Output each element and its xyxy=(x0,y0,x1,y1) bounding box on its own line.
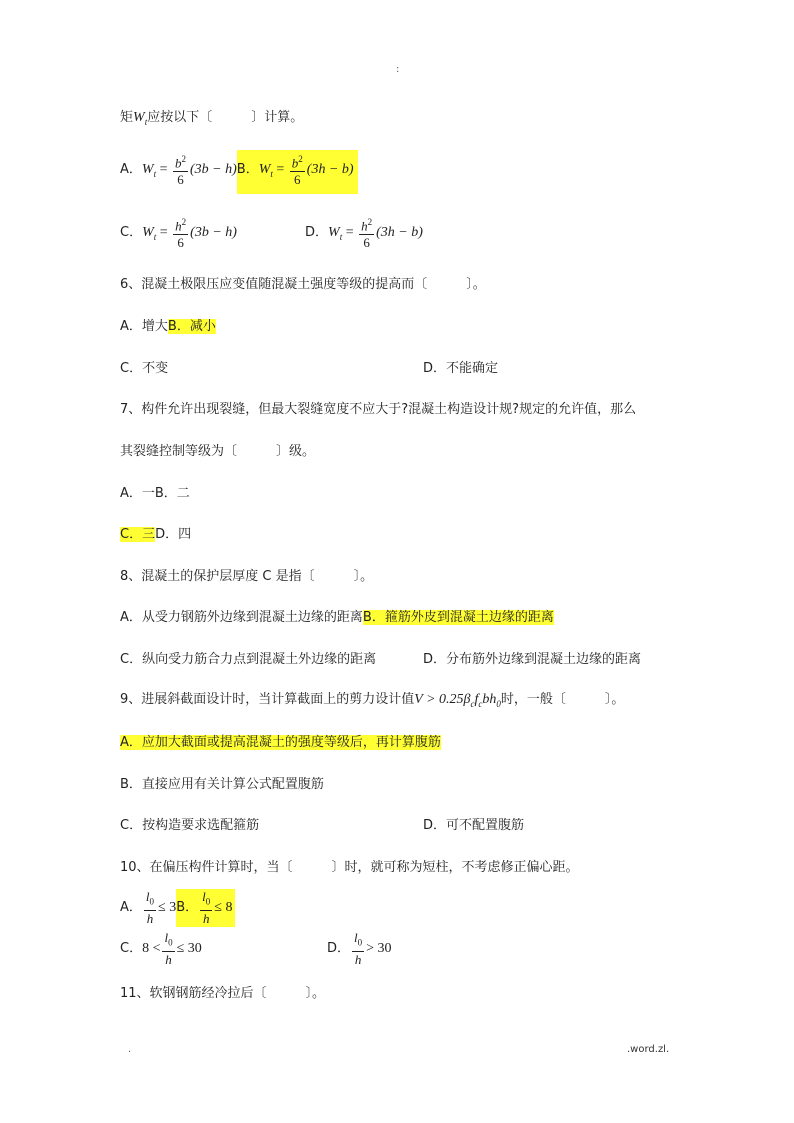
q8-options-ab xyxy=(120,609,554,627)
header-mark: : xyxy=(396,64,400,75)
q10-option-a: A． $\frac{l_0}{h}$ ≤ 3 xyxy=(120,889,177,926)
q9-option-d: D．可不配置腹筋 xyxy=(423,818,525,833)
q8-option-c: C．纵向受力筋合力点到混凝土外边缘的距离 xyxy=(120,652,377,667)
q5-options-ab xyxy=(120,150,358,194)
q10-option-d: D． $\frac{l_0}{h}$ > 30 xyxy=(327,930,392,967)
q7-question-line2: 其裂缝控制等级为〔 〕级。 xyxy=(120,444,316,459)
q8-question: 8、混凝土的保护层厚度 C 是指〔 〕。 xyxy=(120,569,374,584)
q6-option-d: D．不能确定 xyxy=(423,361,499,376)
q9-question: 9、进展斜截面设计时，当计算截面上的剪力设计值$V > 0.25\beta_cf_cbh_0$时，一般〔 〕。 xyxy=(120,692,625,709)
fraction-l0-over-h-b: $\frac{l_0}{h}$ xyxy=(202,889,211,926)
wt-question-post: 应按以下〔 〕计算。 xyxy=(147,110,304,125)
q10-question: 10、在偏压构件计算时，当〔 〕时，就可称为短柱，不考虑修正偏心距。 xyxy=(120,860,579,875)
q10-options-ab xyxy=(120,889,235,927)
q9-option-a: A．应加大截面或提高混凝土的强度等级后，再计算腹筋 xyxy=(120,735,441,750)
q6-option-b: B．减小 xyxy=(167,319,216,334)
q8-option-a: A．从受力钢筋外边缘到混凝土边缘的距离 xyxy=(120,610,363,625)
fraction-l0-over-h: $\frac{l_0}{h}$ xyxy=(145,889,155,926)
fraction-h2-over-6: $\frac{h^2}{6}$ xyxy=(175,217,187,250)
q7-question-line1: 7、构件允许出现裂缝，但最大裂缝宽度不应大于?混凝土构造设计规?规定的允许值，那么 xyxy=(120,402,637,417)
wt-question-pre: 矩 xyxy=(120,110,134,125)
q9-option-a-wrap xyxy=(120,734,441,752)
fraction-b2-over-6: $\frac{b^2}{6}$ xyxy=(175,154,186,187)
q7-options-ab: A．一B．二 xyxy=(120,486,190,501)
q6-options-ab xyxy=(120,318,216,336)
wt-symbol: $W_t$ xyxy=(133,110,148,127)
q8-option-b: B．箍筋外皮到混凝土边缘的距离 xyxy=(362,610,554,625)
q10-option-b: B． $\frac{l_0}{h}$ ≤ 8 xyxy=(176,889,235,927)
q6-option-c: C．不变 xyxy=(120,361,169,376)
q10-option-c: C．8 < $\frac{l_0}{h}$ ≤ 30 xyxy=(120,930,202,967)
q7-options-cd xyxy=(120,526,191,544)
fraction-l0-over-h-c: $\frac{l_0}{h}$ xyxy=(164,930,173,967)
footer-left-mark: . xyxy=(128,1044,132,1055)
q6-question: 6、混凝土极限压应变值随混凝土强度等级的提高而〔 〕。 xyxy=(120,277,486,292)
q5-options-cd xyxy=(120,213,237,257)
q6-option-a: A．增大 xyxy=(120,319,168,334)
q11-question: 11、软钢钢筋经冷拉后〔 〕。 xyxy=(120,986,326,1001)
q8-option-d: D．分布筋外边缘到混凝土边缘的距离 xyxy=(423,652,642,667)
q5-option-c: C．$W_t$ = $\frac{h^2}{6}$ (3b − h) xyxy=(120,217,237,250)
q5-option-a: A．$W_t$ = $\frac{b^2}{6}$ (3b − h) xyxy=(120,154,237,187)
fraction-h2-over-6-d: $\frac{h^2}{6}$ xyxy=(361,217,373,250)
footer-watermark: .word.zl. xyxy=(627,1044,670,1055)
q5-option-b: B．$W_t$ = $\frac{b^2}{6}$ (3h − b) xyxy=(237,150,358,194)
wt-question-line xyxy=(120,109,303,131)
q9-option-b: B．直接应用有关计算公式配置腹筋 xyxy=(120,777,324,792)
q5-option-d: D．$W_t$ = $\frac{h^2}{6}$ (3h − b) xyxy=(305,217,423,250)
q9-formula: $V > 0.25\beta_cf_cbh_0$ xyxy=(414,692,501,709)
fraction-b2-over-6-b: $\frac{b^2}{6}$ xyxy=(291,154,303,187)
q9-option-c: C．按构造要求选配箍筋 xyxy=(120,818,260,833)
fraction-l0-over-h-d: $\frac{l_0}{h}$ xyxy=(354,930,363,967)
q7-option-c: C．三 xyxy=(120,527,156,542)
q7-option-d: D．四 xyxy=(155,527,192,542)
